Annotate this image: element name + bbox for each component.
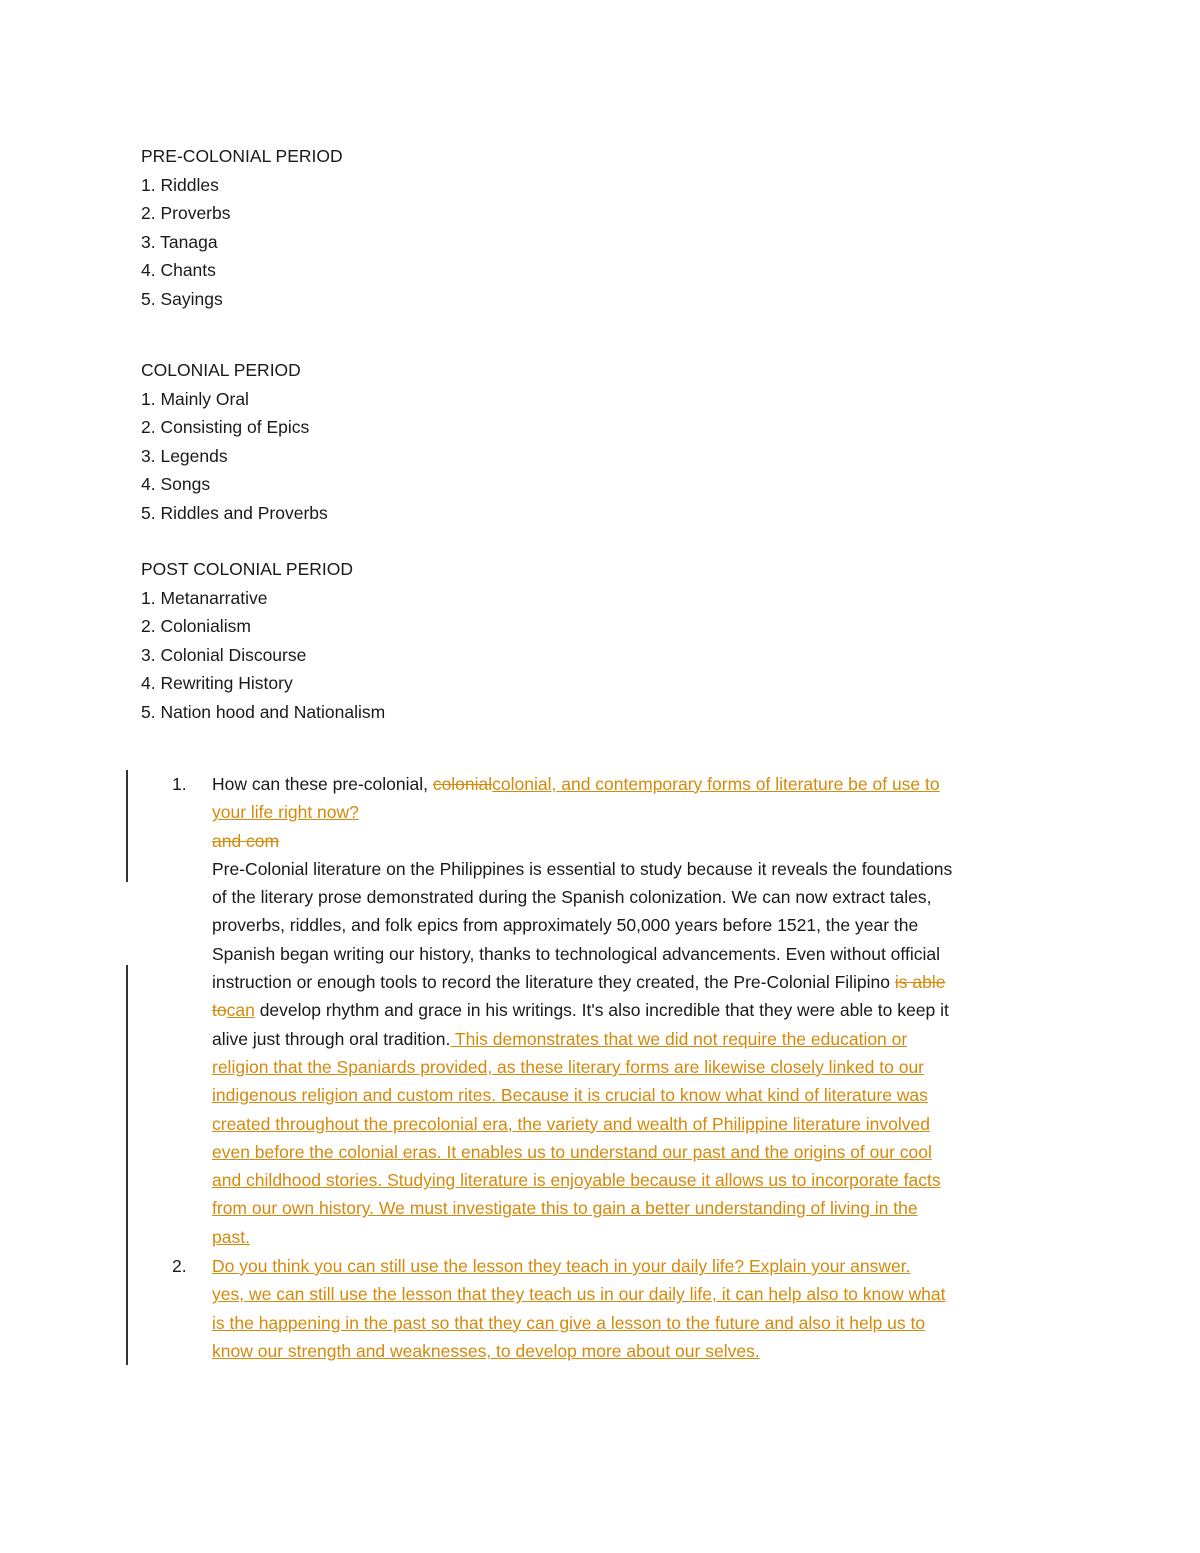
answer-line-inserted: from our own history. We must investigate this to gain a better understanding of living in the — [212, 1198, 918, 1219]
answer-line-inserted: yes, we can still use the lesson that they teach us in our daily life, it can help also to know what — [212, 1284, 946, 1305]
list-item: 3. Tanaga — [141, 231, 218, 252]
answer-line-inserted: is the happening in the past so that they can give a lesson to the future and also it help us to — [212, 1312, 926, 1333]
tracked-deletion: and com — [212, 830, 280, 851]
answer-line: tocan develop rhythm and grace in his writings. It's also incredible that they were able to keep it — [212, 1000, 949, 1021]
question-line: How can these pre-colonial, colonialcolonial, and contemporary forms of literature be of use to — [212, 774, 940, 794]
answer-line-inserted: created throughout the precolonial era, the variety and wealth of Philippine literature involved — [212, 1113, 930, 1134]
tracked-insertion: your life right now? — [212, 802, 359, 823]
question-number: 1. — [172, 774, 187, 794]
question-line — [212, 798, 1062, 826]
answer-line-inserted: even before the colonial eras. It enables us to understand our past and the origins of our cool — [212, 1141, 932, 1162]
answer-line-inserted: past. — [212, 1226, 250, 1247]
list-item: 5. Riddles and Proverbs — [141, 502, 328, 523]
list-item: 2. Colonialism — [141, 616, 251, 636]
question-line — [212, 827, 1062, 855]
list-item: 4. Chants — [141, 260, 216, 280]
tracked-deletion: colonial — [432, 774, 493, 794]
change-bar — [126, 965, 128, 1365]
list-item: 4. Rewriting History — [141, 673, 293, 693]
section-pre-colonial — [141, 142, 741, 313]
answer-line: Spanish began writing our history, thanks to technological advancements. Even without official — [212, 943, 940, 964]
section-heading: PRE-COLONIAL PERIOD — [141, 146, 343, 166]
answer-line-inserted: know our strength and weaknesses, to develop more about our selves. — [212, 1340, 760, 1361]
list-item: 1. Mainly Oral — [141, 388, 249, 409]
section-post-colonial — [141, 555, 741, 726]
section-heading: COLONIAL PERIOD — [141, 360, 301, 380]
question-2 — [212, 1252, 1062, 1365]
section-heading: POST COLONIAL PERIOD — [141, 559, 353, 579]
list-item: 4. Songs — [141, 474, 211, 494]
change-bar — [126, 770, 128, 882]
tracked-insertion: can — [226, 1000, 255, 1021]
answer-line: Pre-Colonial literature on the Philippines is essential to study because it reveals the foundations — [212, 858, 953, 879]
answer-line-inserted: and childhood stories. Studying literature is enjoyable because it allows us to incorporate facts — [212, 1170, 941, 1191]
list-item: 3. Colonial Discourse — [141, 644, 307, 665]
question-1 — [212, 770, 1062, 1251]
tracked-insertion: colonial, and contemporary forms of literature be of use to — [492, 774, 940, 794]
answer-line: proverbs, riddles, and folk epics from approximately 50,000 years before 1521, the year the — [212, 915, 919, 936]
list-item: 2. Proverbs — [141, 203, 231, 223]
tracked-deletion: to — [212, 1000, 227, 1021]
list-item: 1. Metanarrative — [141, 587, 268, 608]
answer-line: alive just through oral tradition. This demonstrates that we did not require the education or — [212, 1028, 908, 1049]
question-line: Do you think you can still use the lesson they teach in your daily life? Explain your answer. — [212, 1256, 911, 1276]
tracked-insertion: This demonstrates that we did not require the education or — [450, 1028, 908, 1049]
list-item: 5. Nation hood and Nationalism — [141, 701, 386, 722]
section-colonial — [141, 356, 741, 527]
list-item: 1. Riddles — [141, 174, 219, 195]
tracked-deletion: is able — [894, 972, 946, 993]
answer-line: of the literary prose demonstrated during the Spanish colonization. We can now extract tales, — [212, 887, 932, 908]
list-item: 5. Sayings — [141, 288, 223, 309]
list-item: 2. Consisting of Epics — [141, 417, 310, 437]
answer-line-inserted: indigenous religion and custom rites. Because it is crucial to know what kind of literature was — [212, 1085, 928, 1106]
answer-line-inserted: religion that the Spaniards provided, as these literary forms are likewise closely linked to our — [212, 1056, 925, 1077]
question-number: 2. — [172, 1256, 187, 1276]
list-item: 3. Legends — [141, 445, 228, 466]
answer-line: instruction or enough tools to record the literature they created, the Pre-Colonial Filipino is able — [212, 972, 946, 993]
